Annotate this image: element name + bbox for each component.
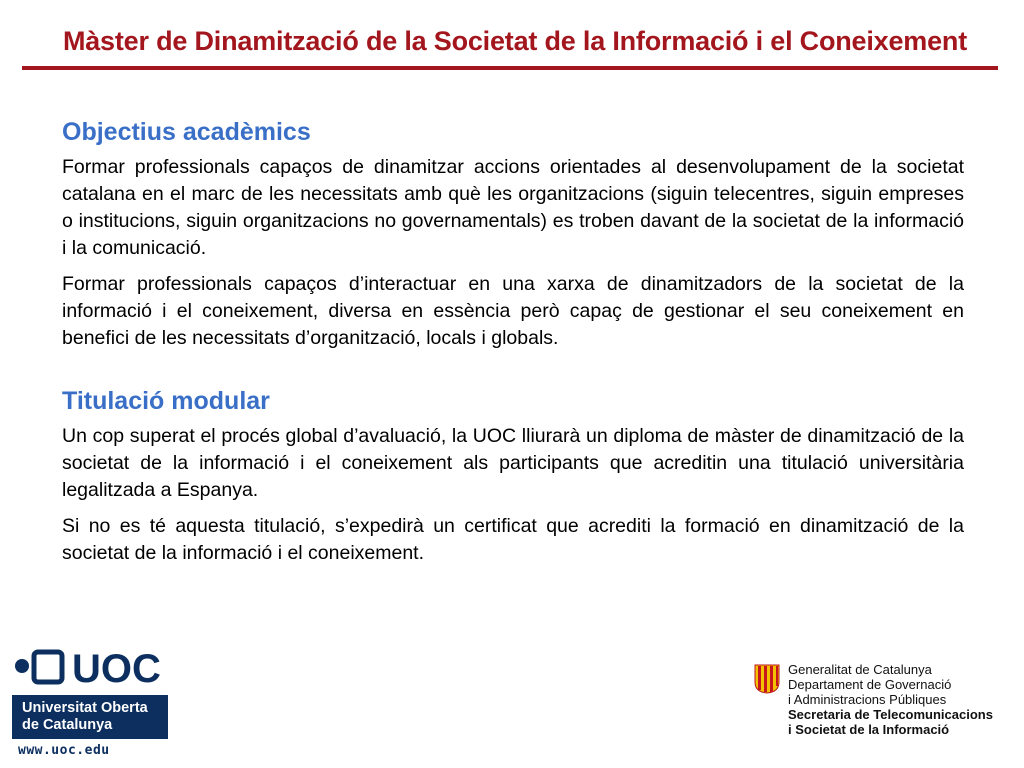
uoc-name-line1: Universitat Oberta xyxy=(22,700,148,716)
slide-title: Màster de Dinamització de la Societat de la Informació i el Coneixement xyxy=(62,26,968,56)
paragraph-objectius-2: Formar professionals capaços d’interactuar en una xarxa de dinamitzadors de la societat de la informació i el coneixement, diversa en essència però capaç de gestionar el seu coneixement en benefici de les necessitats d’organització, locals i globals. xyxy=(62,273,964,349)
generalitat-line4: Secretaria de Telecomunicacions xyxy=(788,707,993,722)
section-heading-objectius: Objectius acadèmics xyxy=(62,118,311,146)
generalitat-text xyxy=(788,662,993,737)
generalitat-line3: i Administracions Públiques xyxy=(788,692,947,707)
paragraph-titulacio-1: Un cop superat el procés global d’avaluació, la UOC lliurarà un diploma de màster de dinamització de la societat de la informació i el coneixement als participants que acreditin una titulació universitària legalitzada a Espanya. xyxy=(62,425,964,501)
title-divider xyxy=(22,66,998,70)
uoc-url: www.uoc.edu xyxy=(18,743,110,758)
generalitat-line5: i Societat de la Informació xyxy=(788,722,950,737)
section-heading-titulacio: Titulació modular xyxy=(62,387,270,415)
uoc-logo-text: UOC xyxy=(72,648,161,691)
paragraph-objectius-1: Formar professionals capaços de dinamitzar accions orientades al desenvolupament de la societat catalana en el marc de les necessitats amb què les organitzacions (siguin telecentres, siguin empreses o institucions, siguin organitzacions no governamentals) es troben davant de la societat de la informació i la comunicació. xyxy=(62,156,964,259)
slide-content xyxy=(62,116,964,576)
uoc-name-line2: de Catalunya xyxy=(22,717,113,733)
paragraph-titulacio-2: Si no es té aquesta titulació, s’expedirà un certificat que acrediti la formació en dinamització de la societat de la informació i el coneixement. xyxy=(62,515,964,564)
uoc-name-box xyxy=(12,695,168,739)
generalitat-emblem-icon xyxy=(754,664,780,694)
generalitat-line1: Generalitat de Catalunya xyxy=(788,662,932,677)
generalitat-line2: Departament de Governació xyxy=(788,677,952,692)
uoc-logo-icon xyxy=(14,648,174,692)
